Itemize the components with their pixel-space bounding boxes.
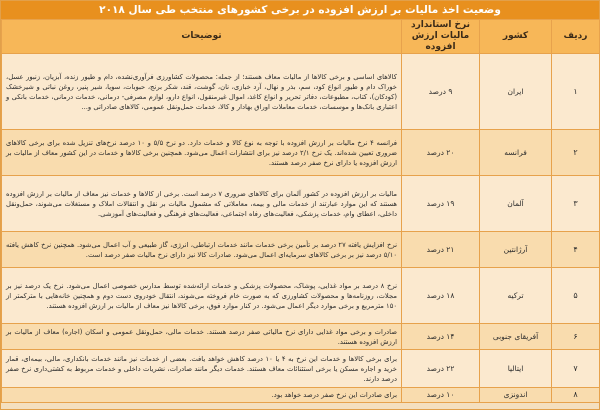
row-num: ۵: [552, 268, 600, 324]
row-desc: برای صادرات این نرخ صفر درصد خواهد بود.: [2, 388, 402, 403]
row-country: ایران: [480, 54, 552, 130]
vat-table: [1, 19, 600, 403]
row-country: ترکیه: [480, 268, 552, 324]
table-row: [2, 350, 600, 388]
row-rate: ۹ درصد: [402, 54, 480, 130]
row-num: ۶: [552, 324, 600, 350]
table-row: [2, 176, 600, 232]
header-row: [2, 20, 600, 54]
header-num: ردیف: [552, 20, 600, 54]
table-row: [2, 232, 600, 268]
row-num: ۸: [552, 388, 600, 403]
row-num: ۱: [552, 54, 600, 130]
row-country: اندونزی: [480, 388, 552, 403]
header-desc: توضیحات: [2, 20, 402, 54]
row-desc: نرخ ۸ درصد بر مواد غذایی، پوشاک، محصولات پزشکی و خدمات ارائه‌شده توسط مدارس خصوصی اعمال می‌شود. نرخ یک درصد نیز بر مجلات، روزنامه‌ها و محصولات کشاورزی که به صورت خام فروخته می‌شوند، انتقال خودروی دست دوم و همچنین خانه‌هایی با مترکمتر از ۱۵۰ مترمربع و برخی موارد دیگر اعمال می‌شود. در کنار موارد فوق، برخی کالاها نیز معاف از مالیات بر ارزش افزوده هستند.: [2, 268, 402, 324]
row-country: آرژانتین: [480, 232, 552, 268]
row-num: ۷: [552, 350, 600, 388]
row-num: ۲: [552, 130, 600, 176]
row-num: ۳: [552, 176, 600, 232]
row-desc: فرانسه ۴ نرخ مالیات بر ارزش افزوده با توجه به نوع کالا و خدمات دارد. دو نرخ ۵/۵ و ۱۰ درصد نرخ‌های تنزیل شده برای برخی کالاهای ضروری تعیین شده‌اند. یک نرخ ۲/۱ درصد نیز برای انتشارات اعمال می‌شود. همچنین برخی کالاها و خدمات در این کشور معاف از مالیات بر ارزش افزوده یا دارای نرخ صفر درصد هستند.: [2, 130, 402, 176]
header-country: کشور: [480, 20, 552, 54]
table-row: [2, 130, 600, 176]
table-title: وضعیت اخذ مالیات بر ارزش افزوده در برخی کشورهای منتخب طی سال ۲۰۱۸: [1, 1, 599, 19]
table-row: [2, 268, 600, 324]
row-country: آفریقای جنوبی: [480, 324, 552, 350]
row-desc: نرخ افزایش یافته ۲۷ درصد بر تأمین برخی خدمات مانند خدمات ارتباطی، انرژی، گاز طبیعی و آب اعمال می‌شود. همچنین نرخ کاهش یافته ۵/۱۰ درصد نیز بر برخی کالاهای سرمایه‌ای اعمال می‌شود. صادرات کالا نیز دارای نرخ مالیات صفر درصد است.: [2, 232, 402, 268]
row-country: ایتالیا: [480, 350, 552, 388]
row-desc: صادرات و برخی مواد غذایی دارای نرخ مالیاتی صفر درصد هستند. خدمات مالی، حمل‌ونقل عمومی و اسکان (اجاره) معاف از مالیات بر ارزش افزوده هستند.: [2, 324, 402, 350]
row-rate: ۲۲ درصد: [402, 350, 480, 388]
row-rate: ۱۹ درصد: [402, 176, 480, 232]
row-country: آلمان: [480, 176, 552, 232]
row-country: فرانسه: [480, 130, 552, 176]
row-rate: ۱۰ درصد: [402, 388, 480, 403]
table-row: [2, 54, 600, 130]
row-desc: برای برخی کالاها و خدمات این نرخ به ۴ یا ۱۰ درصد کاهش خواهد یافت. بعضی از خدمات نیز مانند خدمات بانکداری، مالی، بیمه‌ای، قمار خرید و اجاره مسکن یا برخی استثنائات معاف هستند. خدمات دیگر مانند صادرات، نشریات داخلی و خدمات مربوط به کشتی‌داری نرخ صفر درصد دارند.: [2, 350, 402, 388]
row-rate: ۱۸ درصد: [402, 268, 480, 324]
row-rate: ۱۴ درصد: [402, 324, 480, 350]
table-row: [2, 324, 600, 350]
row-desc: کالاهای اساسی و برخی کالاها از مالیات معاف هستند؛ از جمله: محصولات کشاورزی فرآوری‌نشده، دام و طیور زنده، آبزیان، زنبور عسل، خوراک دام و طیور انواع کود، سم، بذر و نهال، آرد خبازی، نان، گوشت، قند، شکر برنج، حبوبات، سویا، شیر پنیر، روغن نباتی و شیرخشک (کودکان)، کتاب، مطبوعات، دفاتر تحریر و انواع کاغذ، اموال غیرمنقول، انواع دارو، لوازم مصرفی- درمانی، خدمات درمانی، خدمات بانکی و اعتباری بانک‌ها و موسسات، خدمات معاملات اوراق بهادار و کالا، خدمات حمل‌ونقل عمومی، کالاهای صادراتی و...: [2, 54, 402, 130]
row-rate: ۲۱ درصد: [402, 232, 480, 268]
table-row: [2, 388, 600, 403]
row-num: ۴: [552, 232, 600, 268]
row-desc: مالیات بر ارزش افزوده در کشور آلمان برای کالاهای ضروری ۷ درصد است. برخی از کالاها و خدمات نیز معاف از مالیات بر ارزش افزوده هستند که این موارد عبارتند از خدمات مالی و بیمه، معاملاتی که مشمول مالیات بر نقل و انتقالات املاک و مستغلات می‌شوند، حمل‌ونقل داخلی، اعطای وام، خدمات پزشکی، فعالیت‌های رفاه اجتماعی، فعالیت‌های فرهنگی و فعالیت‌های آموزشی.: [2, 176, 402, 232]
header-rate: نرخ استاندارد مالیات ارزش افزوده: [402, 20, 480, 54]
row-rate: ۲۰ درصد: [402, 130, 480, 176]
